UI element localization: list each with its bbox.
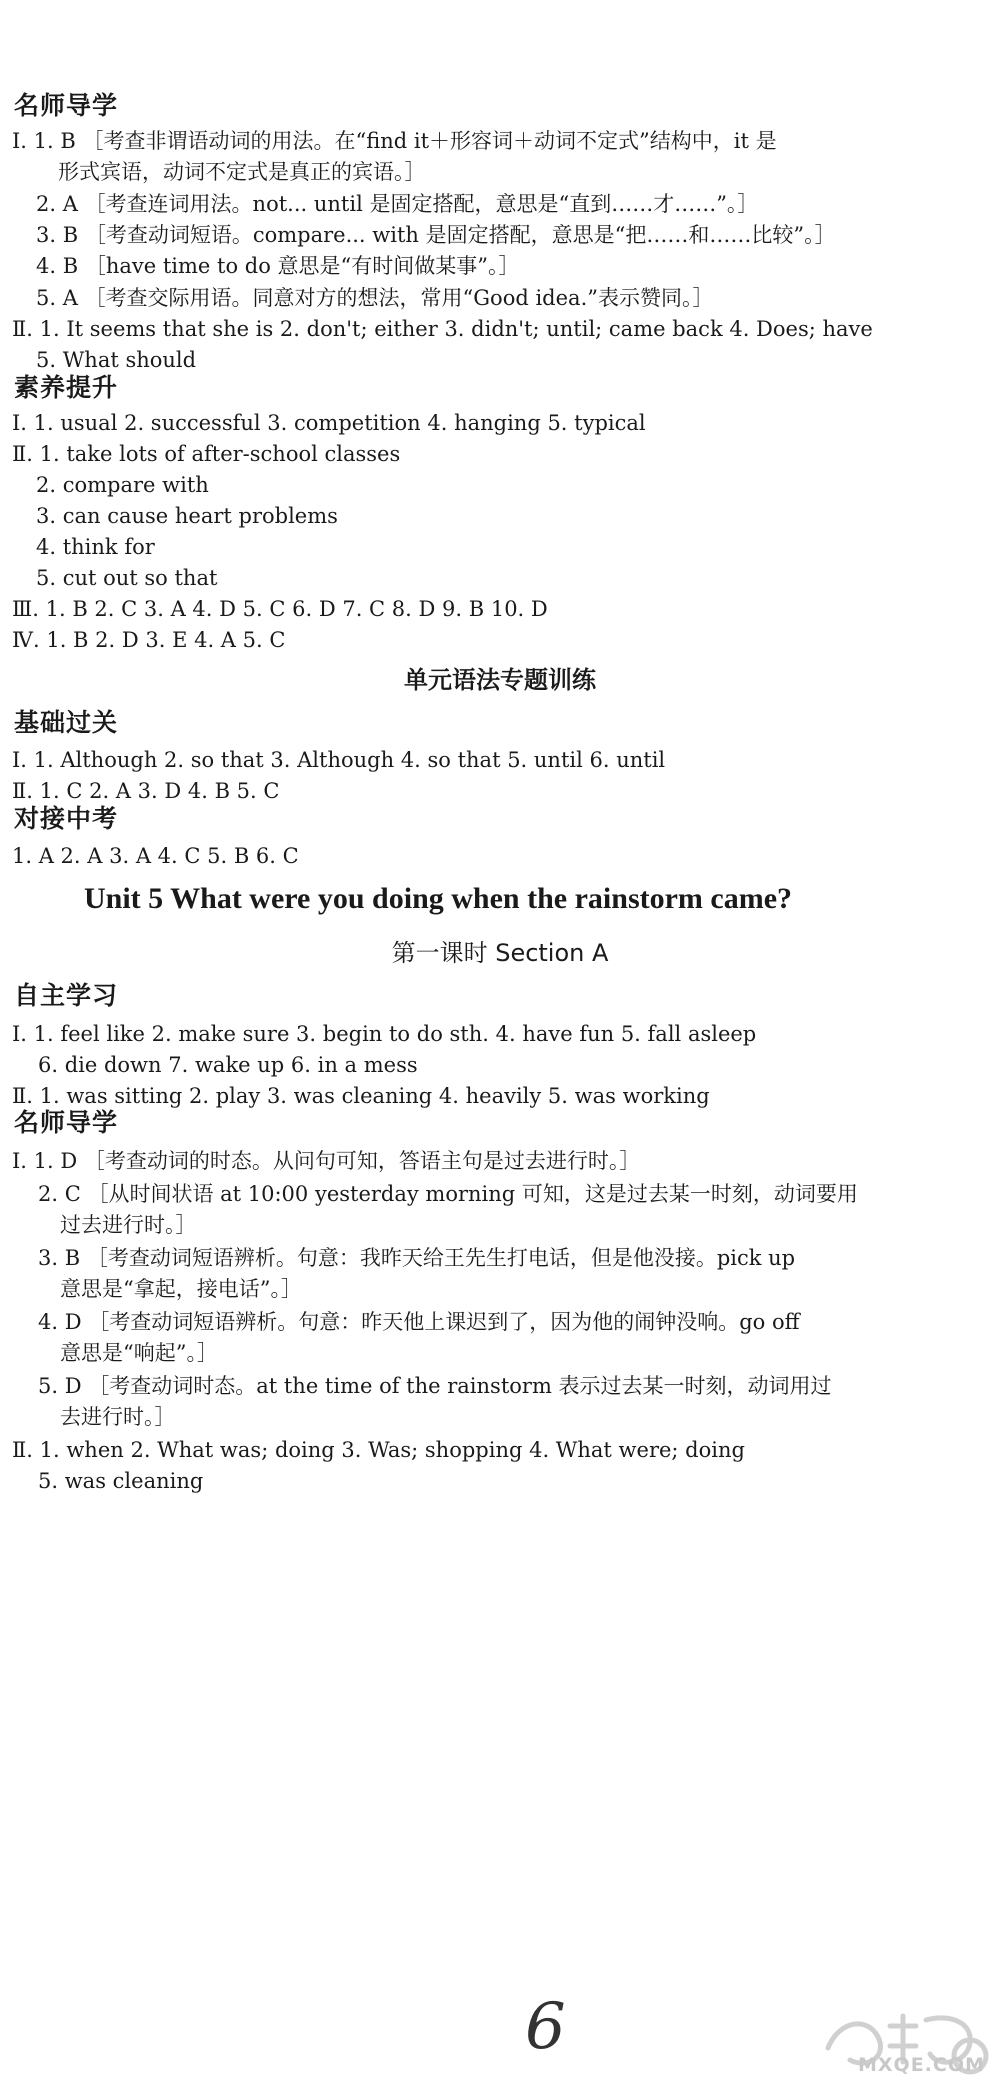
answer-line: 5. What should — [36, 348, 197, 372]
answer-line: 形式宾语，动词不定式是真正的宾语。］ — [58, 160, 426, 184]
answer-line: 过去进行时。］ — [60, 1213, 197, 1237]
answer-line: 4. D ［考查动词短语辨析。句意：昨天他上课迟到了，因为他的闹钟没响。go off — [38, 1310, 800, 1334]
answer-line: Ⅱ. 1. take lots of after-school classes — [12, 442, 401, 466]
answer-line: 4. think for — [36, 535, 155, 559]
answer-line: Ⅱ. 1. It seems that she is 2. don't; either 3. didn't; until; came back 4. Does; have — [12, 317, 873, 341]
section-title: 基础过关 — [14, 708, 119, 737]
unit-title: Unit 5 What were you doing when the rainstorm came? — [84, 882, 793, 915]
answer-line: Ⅱ. 1. C 2. A 3. D 4. B 5. C — [12, 779, 280, 803]
answer-line: 2. compare with — [36, 473, 209, 497]
answer-line: Ⅱ. 1. was sitting 2. play 3. was cleaning 4. heavily 5. was working — [12, 1084, 710, 1108]
section-title: 名师导学 — [14, 91, 119, 120]
answer-line: Ⅰ. 1. B ［考查非谓语动词的用法。在“find it＋形容词＋动词不定式”结构中，it 是 — [12, 129, 777, 153]
watermark-text: MXQE.COM — [858, 2054, 985, 2076]
answer-line: 3. can cause heart problems — [36, 504, 338, 528]
answer-line: 4. B ［have time to do 意思是“有时间做某事”。］ — [36, 254, 520, 278]
answer-line: 5. was cleaning — [38, 1469, 204, 1493]
answer-line: Ⅱ. 1. when 2. What was; doing 3. Was; shopping 4. What were; doing — [12, 1438, 745, 1462]
answer-line: Ⅰ. 1. usual 2. successful 3. competition 4. hanging 5. typical — [12, 411, 646, 435]
answer-line: 6. die down 7. wake up 6. in a mess — [38, 1053, 418, 1077]
answer-line: 意思是“拿起，接电话”。］ — [60, 1277, 302, 1301]
answer-line: 2. C ［从时间状语 at 10:00 yesterday morning 可知，这是过去某一时刻，动词要用 — [38, 1182, 858, 1206]
answer-line: 5. cut out so that — [36, 566, 218, 590]
section-title: 素养提升 — [14, 373, 119, 402]
grammar-heading: 单元语法专题训练 — [404, 666, 596, 694]
lesson-title: 第一课时 Section A — [391, 939, 609, 967]
answer-line: Ⅰ. 1. Although 2. so that 3. Although 4. so that 5. until 6. until — [12, 748, 666, 772]
answer-line: Ⅰ. 1. D ［考查动词的时态。从问句可知，答语主句是过去进行时。］ — [12, 1149, 641, 1173]
answer-line: Ⅰ. 1. feel like 2. make sure 3. begin to do sth. 4. have fun 5. fall asleep — [12, 1022, 757, 1046]
answer-line: 去进行时。］ — [60, 1405, 176, 1429]
answer-line: 1. A 2. A 3. A 4. C 5. B 6. C — [12, 844, 299, 868]
answer-line: 5. A ［考查交际用语。同意对方的想法，常用“Good idea.”表示赞同。］ — [36, 286, 714, 310]
answer-line: 5. D ［考查动词时态。at the time of the rainstorm 表示过去某一时刻，动词用过 — [38, 1374, 832, 1398]
answer-line: 3. B ［考查动词短语辨析。句意：我昨天给王先生打电话，但是他没接。pick up — [38, 1246, 796, 1270]
section-title: 自主学习 — [14, 981, 119, 1010]
handwritten-page-number: 6 — [525, 1990, 566, 2064]
answer-line: 2. A ［考查连词用法。not... until 是固定搭配，意思是“直到……才……”。］ — [36, 192, 759, 216]
section-title: 名师导学 — [14, 1108, 119, 1137]
answer-line: 意思是“响起”。］ — [60, 1341, 218, 1365]
section-title: 对接中考 — [14, 804, 119, 833]
answer-line: Ⅲ. 1. B 2. C 3. A 4. D 5. C 6. D 7. C 8. D 9. B 10. D — [12, 597, 548, 621]
answer-line: 3. B ［考查动词短语。compare... with 是固定搭配，意思是“把……和……比较”。］ — [36, 223, 836, 247]
answer-line: Ⅳ. 1. B 2. D 3. E 4. A 5. C — [12, 628, 286, 652]
